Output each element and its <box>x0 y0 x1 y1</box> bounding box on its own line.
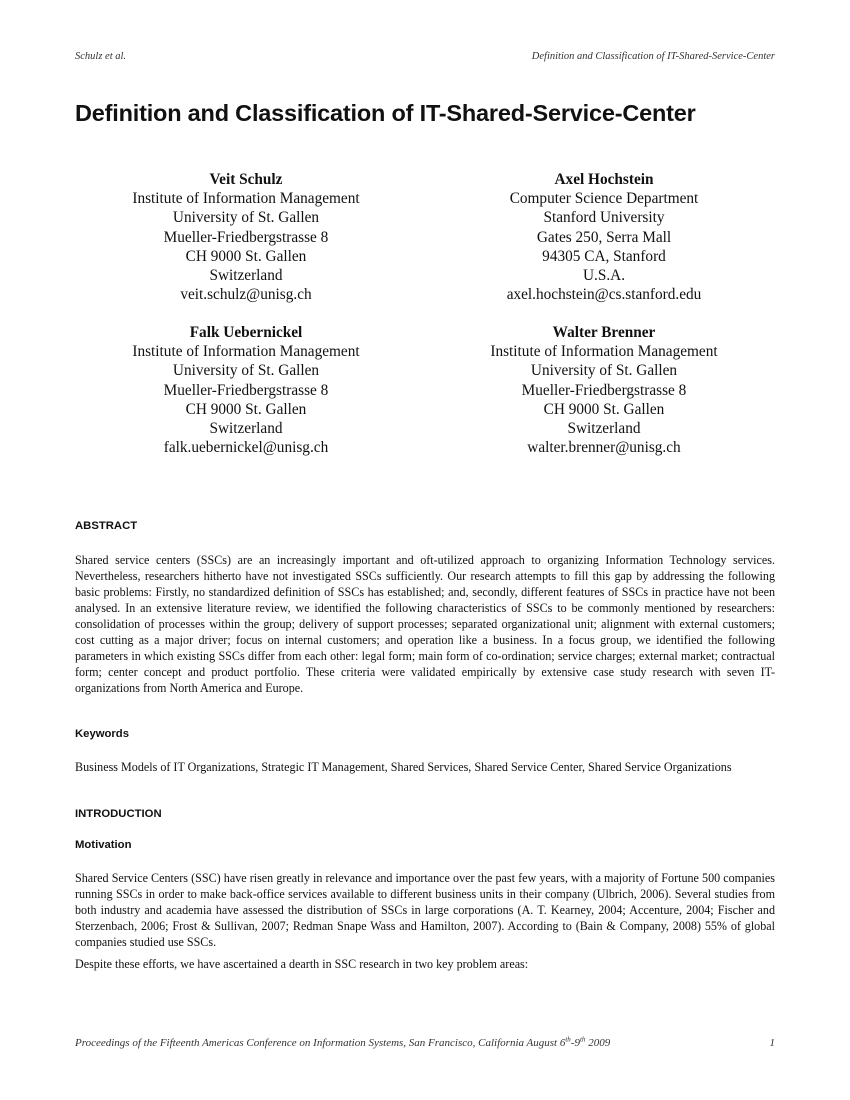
author-department: Institute of Information Management <box>132 343 360 361</box>
author-country: U.S.A. <box>582 267 626 285</box>
author-country: Switzerland <box>567 420 641 438</box>
author-email[interactable]: axel.hochstein@cs.stanford.edu <box>506 286 702 304</box>
author-name: Veit Schulz <box>209 171 283 188</box>
header-short-title: Definition and Classification of IT-Shared-Service-Center <box>531 51 775 62</box>
introduction-heading: INTRODUCTION <box>75 808 162 820</box>
author-name: Walter Brenner <box>552 324 656 341</box>
author-institution: University of St. Gallen <box>530 362 678 380</box>
author-street: Mueller-Friedbergstrasse 8 <box>521 381 687 399</box>
header-authors: Schulz et al. <box>75 51 127 62</box>
footer-text: -9 <box>570 1037 580 1049</box>
motivation-subheading: Motivation <box>75 839 132 851</box>
author-street: Gates 250, Serra Mall <box>536 228 672 246</box>
author-name: Falk Uebernickel <box>189 324 303 341</box>
author-country: Switzerland <box>209 267 283 285</box>
author-email[interactable]: falk.uebernickel@unisg.ch <box>163 439 329 457</box>
page-number: 1 <box>769 1037 775 1049</box>
author-institution: Stanford University <box>543 209 665 227</box>
author-department: Institute of Information Management <box>490 343 718 361</box>
keywords-text: Business Models of IT Organizations, Strategic IT Management, Shared Services, Shared Service Center, Shared Service Organizations <box>75 760 732 774</box>
author-block <box>81 323 411 457</box>
abstract-heading: ABSTRACT <box>75 520 138 532</box>
author-city: CH 9000 St. Gallen <box>543 400 665 418</box>
intro-paragraph: Shared Service Centers (SSC) have risen greatly in relevance and importance over the past few years, with a majority of Fortune 500 companies running SSCs in order to make back-office services available to different business units in their company (Ulbrich, 2006). Several studies from both industry and academia have assessed the distribution of SSCs in large corporations (A. T. Kearney, 2004; Accenture, 2004; Fischer and Sterzenbach, 2006; Frost & Sullivan, 2007; Redman Snape Wass and Hamilton, 2007). According to (Bain & Company, 2008) 55% of global companies studied use SSCs. <box>75 871 775 949</box>
author-institution: University of St. Gallen <box>172 362 320 380</box>
author-name: Axel Hochstein <box>554 171 654 188</box>
author-department: Computer Science Department <box>509 190 699 208</box>
footer-superscript: th <box>579 1035 586 1044</box>
author-institution: University of St. Gallen <box>172 209 320 227</box>
author-email[interactable]: veit.schulz@unisg.ch <box>180 286 312 304</box>
footer-text: 2009 <box>585 1037 611 1049</box>
author-country: Switzerland <box>209 420 283 438</box>
author-city: 94305 CA, Stanford <box>542 247 666 265</box>
author-block <box>439 323 769 457</box>
author-street: Mueller-Friedbergstrasse 8 <box>163 228 329 246</box>
author-street: Mueller-Friedbergstrasse 8 <box>163 381 329 399</box>
author-city: CH 9000 St. Gallen <box>185 247 307 265</box>
author-department: Institute of Information Management <box>132 190 360 208</box>
intro-paragraph: Despite these efforts, we have ascertained a dearth in SSC research in two key problem areas: <box>75 957 529 971</box>
footer-proceedings <box>75 1037 610 1049</box>
footer-superscript: th <box>565 1035 571 1044</box>
abstract-text: Shared service centers (SSCs) are an increasingly important and oft-utilized approach to organizing Information Technology services. Nevertheless, researchers hitherto have not investigated SSCs sufficiently. Our research attempts to fill this gap by addressing the following basic problems: Firstly, no standardized definition of SSCs has established; and, secondly, different features of SSCs in practice have not been analysed. In an extensive literature review, we identified the following characteristics of SSCs to be commonly mentioned by researchers: consolidation of processes within the group; delivery of support processes; separated organizational unit; alignment with external customers; cost cutting as a major driver; focus on internal customers; and operation like a business. In a focus group, we identified the following parameters in which existing SSCs differ from each other: legal form; main form of co-ordination; service charges; external market; contractual form; center concept and product portfolio. These criteria were validated empirically by extensive case study research with seven IT-organizations from North America and Europe. <box>75 553 775 695</box>
footer-text: Proceedings of the Fifteenth Americas Conference on Information Systems, San Francisco, California August 6 <box>75 1037 566 1049</box>
keywords-heading: Keywords <box>75 728 129 740</box>
paper-title: Definition and Classification of IT-Shared-Service-Center <box>75 100 696 126</box>
page-footer <box>75 1037 775 1051</box>
author-email[interactable]: walter.brenner@unisg.ch <box>527 439 681 457</box>
author-block <box>81 170 411 304</box>
author-block <box>439 170 769 304</box>
running-header <box>75 51 775 65</box>
author-city: CH 9000 St. Gallen <box>185 400 307 418</box>
